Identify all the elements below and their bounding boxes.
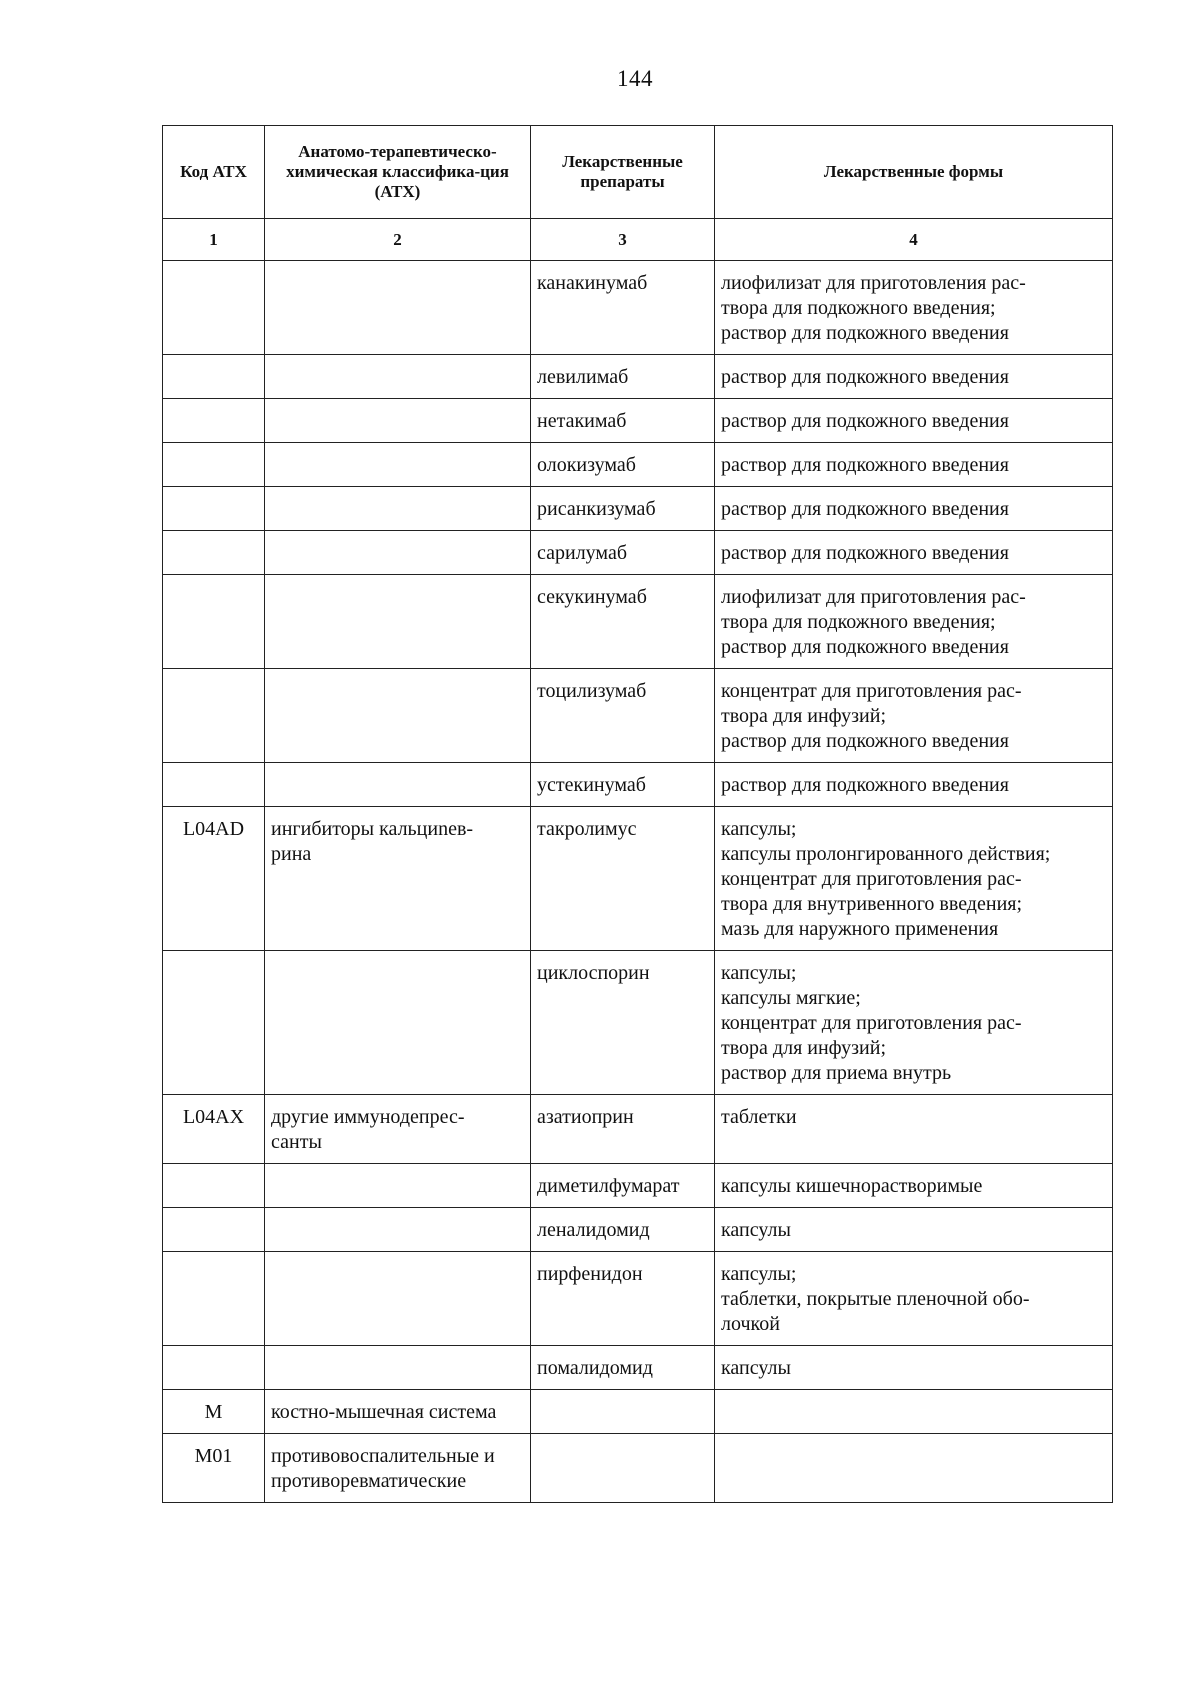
- dosage-form-line: раствор для подкожного введения: [721, 498, 1009, 520]
- table-row: [163, 763, 1113, 807]
- dosage-form-line: капсулы: [721, 1357, 791, 1379]
- dosage-form-line: концентрат для приготовления рас-: [721, 868, 1022, 890]
- atx-class-cell: [265, 1208, 531, 1252]
- atx-code-cell: [163, 1252, 265, 1346]
- atx-class-line: другие иммунодепрес-: [271, 1106, 465, 1128]
- drug-name-cell: олокизумаб: [531, 443, 715, 487]
- dosage-form-line: раствор для подкожного введения: [721, 410, 1009, 432]
- atx-class-cell: [265, 951, 531, 1095]
- dosage-forms-cell: [715, 443, 1113, 487]
- drug-name-cell: секукинумаб: [531, 575, 715, 669]
- dosage-forms-cell: [715, 951, 1113, 1095]
- dosage-form-line: капсулы пролонгированного действия;: [721, 843, 1051, 865]
- atx-code-cell: [163, 399, 265, 443]
- dosage-form-line: капсулы мягкие;: [721, 987, 861, 1009]
- dosage-form-line: таблетки: [721, 1106, 797, 1128]
- dosage-form-line: твора для подкожного введения;: [721, 297, 996, 319]
- page-number: 144: [617, 66, 653, 91]
- atx-code-cell: [163, 575, 265, 669]
- drug-name-cell: канакинумаб: [531, 261, 715, 355]
- drug-name-cell: сарилумаб: [531, 531, 715, 575]
- atx-class-cell: [265, 807, 531, 951]
- atx-class-cell: [265, 1346, 531, 1390]
- dosage-form-line: раствор для подкожного введения: [721, 730, 1009, 752]
- dosage-form-line: капсулы;: [721, 818, 797, 840]
- drug-name-cell: пирфенидон: [531, 1252, 715, 1346]
- drug-name-cell: диметилфумарат: [531, 1164, 715, 1208]
- dosage-form-line: мазь для наружного применения: [721, 918, 999, 940]
- drug-name-cell: азатиоприн: [531, 1095, 715, 1164]
- header-drugs: Лекарственные препараты: [531, 126, 715, 219]
- dosage-forms-cell: [715, 1390, 1113, 1434]
- dosage-forms-cell: [715, 1346, 1113, 1390]
- drug-name-cell: [531, 1390, 715, 1434]
- table-row: [163, 487, 1113, 531]
- dosage-form-line: лиофилизат для приготовления рас-: [721, 586, 1026, 608]
- header-dosage-forms: Лекарственные формы: [715, 126, 1113, 219]
- header-atx-code: Код АТХ: [163, 126, 265, 219]
- dosage-form-line: лиофилизат для приготовления рас-: [721, 272, 1026, 294]
- atx-class-line: ингибиторы кальциnев-: [271, 818, 474, 840]
- dosage-form-line: раствор для подкожного введения: [721, 774, 1009, 796]
- atx-class-cell: [265, 1434, 531, 1503]
- dosage-forms-cell: [715, 1164, 1113, 1208]
- table-row: [163, 443, 1113, 487]
- atx-class-cell: [265, 487, 531, 531]
- table-row: [163, 1208, 1113, 1252]
- table-body: [163, 261, 1113, 1503]
- dosage-forms-cell: [715, 763, 1113, 807]
- drug-name-cell: тоцилизумаб: [531, 669, 715, 763]
- table-row: [163, 1434, 1113, 1503]
- column-number: 4: [715, 219, 1113, 261]
- atx-class-line: санты: [271, 1131, 322, 1153]
- dosage-form-line: твора для подкожного введения;: [721, 611, 996, 633]
- dosage-forms-cell: [715, 355, 1113, 399]
- atx-class-cell: [265, 1252, 531, 1346]
- table-row: [163, 355, 1113, 399]
- dosage-form-line: концентрат для приготовления рас-: [721, 680, 1022, 702]
- dosage-forms-cell: [715, 261, 1113, 355]
- dosage-forms-cell: [715, 1252, 1113, 1346]
- atx-class-line: противоревматические: [271, 1470, 467, 1492]
- dosage-form-line: твора для инфузий;: [721, 705, 887, 727]
- atx-code-cell: [163, 951, 265, 1095]
- drug-name-cell: устекинумаб: [531, 763, 715, 807]
- atx-code-cell: L04AX: [163, 1095, 265, 1164]
- atx-class-line: противовоспалительные и: [271, 1445, 495, 1467]
- dosage-form-line: твора для внутривенного введения;: [721, 893, 1023, 915]
- atx-class-cell: [265, 443, 531, 487]
- dosage-forms-cell: [715, 531, 1113, 575]
- atx-code-cell: [163, 1208, 265, 1252]
- dosage-form-line: раствор для подкожного введения: [721, 366, 1009, 388]
- atx-code-cell: [163, 443, 265, 487]
- atx-code-cell: [163, 531, 265, 575]
- drug-name-cell: [531, 1434, 715, 1503]
- atx-code-cell: [163, 763, 265, 807]
- drug-name-cell: циклоспорин: [531, 951, 715, 1095]
- dosage-form-line: таблетки, покрытые пленочной обо-: [721, 1288, 1030, 1310]
- atx-table: [162, 125, 1113, 1503]
- dosage-form-line: капсулы: [721, 1219, 791, 1241]
- table-row: [163, 1390, 1113, 1434]
- table-row: [163, 951, 1113, 1095]
- column-number: 1: [163, 219, 265, 261]
- atx-class-cell: [265, 669, 531, 763]
- drug-name-cell: леналидомид: [531, 1208, 715, 1252]
- drug-name-cell: нетакимаб: [531, 399, 715, 443]
- drug-name-cell: левилимаб: [531, 355, 715, 399]
- dosage-forms-cell: [715, 1095, 1113, 1164]
- column-number: 2: [265, 219, 531, 261]
- dosage-form-line: капсулы;: [721, 1263, 797, 1285]
- dosage-form-line: раствор для приема внутрь: [721, 1062, 952, 1084]
- column-number-row: [163, 219, 1113, 261]
- table-row: [163, 1252, 1113, 1346]
- atx-code-cell: [163, 1346, 265, 1390]
- dosage-forms-cell: [715, 1208, 1113, 1252]
- dosage-form-line: концентрат для приготовления рас-: [721, 1012, 1022, 1034]
- atx-class-line: костно-мышечная система: [271, 1401, 497, 1423]
- drug-name-cell: рисанкизумаб: [531, 487, 715, 531]
- atx-class-cell: [265, 1164, 531, 1208]
- table-row: [163, 261, 1113, 355]
- atx-class-cell: [265, 355, 531, 399]
- dosage-forms-cell: [715, 807, 1113, 951]
- dosage-form-line: капсулы;: [721, 962, 797, 984]
- dosage-form-line: раствор для подкожного введения: [721, 322, 1009, 344]
- atx-code-cell: M01: [163, 1434, 265, 1503]
- atx-class-line: рина: [271, 843, 312, 865]
- table-row: [163, 1095, 1113, 1164]
- dosage-form-line: твора для инфузий;: [721, 1037, 887, 1059]
- atx-code-cell: L04AD: [163, 807, 265, 951]
- column-number: 3: [531, 219, 715, 261]
- dosage-forms-cell: [715, 487, 1113, 531]
- atx-code-cell: [163, 261, 265, 355]
- table-row: [163, 1346, 1113, 1390]
- atx-class-cell: [265, 261, 531, 355]
- header-atx-classification: Анатомо-терапевтическо-химическая классифика-ция (АТХ): [265, 126, 531, 219]
- dosage-form-line: лочкой: [721, 1313, 780, 1335]
- atx-code-cell: [163, 355, 265, 399]
- table-row: [163, 399, 1113, 443]
- atx-code-cell: [163, 669, 265, 763]
- dosage-forms-cell: [715, 669, 1113, 763]
- dosage-forms-cell: [715, 399, 1113, 443]
- dosage-form-line: раствор для подкожного введения: [721, 454, 1009, 476]
- atx-code-cell: [163, 487, 265, 531]
- table-row: [163, 531, 1113, 575]
- dosage-form-line: раствор для подкожного введения: [721, 542, 1009, 564]
- table-row: [163, 669, 1113, 763]
- atx-code-cell: [163, 1164, 265, 1208]
- atx-class-cell: [265, 1095, 531, 1164]
- atx-class-cell: [265, 575, 531, 669]
- table-row: [163, 575, 1113, 669]
- atx-class-cell: [265, 1390, 531, 1434]
- header-row: [163, 126, 1113, 219]
- dosage-form-line: раствор для подкожного введения: [721, 636, 1009, 658]
- dosage-form-line: капсулы кишечнорастворимые: [721, 1175, 983, 1197]
- atx-class-cell: [265, 399, 531, 443]
- table-row: [163, 1164, 1113, 1208]
- dosage-forms-cell: [715, 1434, 1113, 1503]
- drug-name-cell: такролимус: [531, 807, 715, 951]
- table-row: [163, 807, 1113, 951]
- dosage-forms-cell: [715, 575, 1113, 669]
- atx-class-cell: [265, 763, 531, 807]
- atx-class-cell: [265, 531, 531, 575]
- atx-code-cell: M: [163, 1390, 265, 1434]
- drug-name-cell: помалидомид: [531, 1346, 715, 1390]
